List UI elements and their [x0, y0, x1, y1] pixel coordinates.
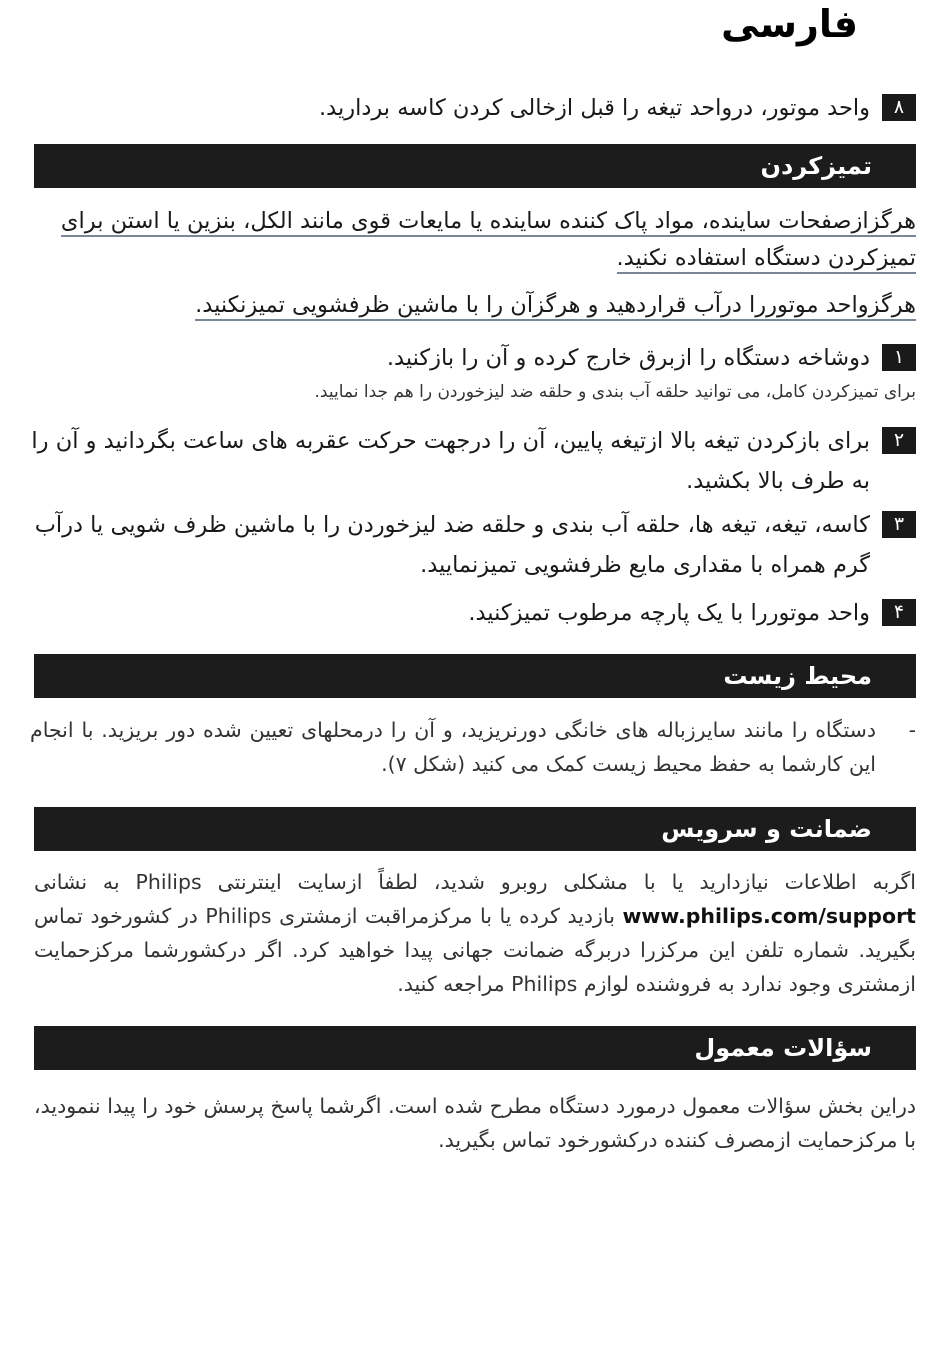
- cleaning-step-1: [30, 338, 916, 378]
- environment-bullet: [30, 713, 916, 781]
- cleaning-step-4: [30, 593, 916, 633]
- step-text: واحد موتوررا با یک پارچه مرطوب تمیزکنید.: [468, 600, 870, 626]
- warning-text: هرگزواحد موتوررا درآب قراردهید و هرگزآن را با ماشین ظرفشویی تمیزنکنید.: [195, 292, 916, 321]
- step-number: ۱: [882, 344, 916, 371]
- cleaning-step-3: [30, 505, 916, 585]
- guarantee-text-a: اگربه اطلاعات نیازدارید یا با مشکلی روبرو شدید، لطفاً ازسایت اینترنتی Philips به نشانی: [34, 870, 916, 894]
- bullet-text: دستگاه را مانند سایرزباله های خانگی دورنریزید، و آن را درمحلهای تعیین شده دور بریزید. با انجام این کارشما به حفظ محیط زیست کمک می کنید (شکل ۷).: [30, 718, 876, 776]
- support-url-link[interactable]: www.philips.com/support: [622, 904, 916, 928]
- step-number: ۲: [882, 427, 916, 454]
- cleaning-step-2: [30, 421, 916, 501]
- step-text: دوشاخه دستگاه را ازبرق خارج کرده و آن را بازکنید.: [386, 345, 870, 371]
- step-number: ۴: [882, 599, 916, 626]
- step-number: ۸: [882, 94, 916, 121]
- section-heading-environment: محیط زیست: [34, 654, 916, 698]
- bullet-dash: -: [908, 718, 916, 742]
- step-text: کاسه، تیغه، تیغه ها، حلقه آب بندی و حلقه ضد لیزخوردن را با ماشین ظرف شویی یا درآب گرم همراه با مقداری مایع ظرفشویی تمیزنمایید.: [34, 512, 870, 578]
- guarantee-paragraph: [34, 865, 916, 1001]
- page-title: فارسی: [721, 2, 858, 46]
- step-text: برای بازکردن تیغه بالا ازتیغه پایین، آن را درجهت حرکت عقربه های ساعت بگردانید و آن را به طرف بالا بکشید.: [31, 428, 870, 494]
- cleaning-warning-1: [34, 203, 916, 277]
- warning-text: هرگزازصفحات ساینده، مواد پاک کننده ساینده یا مایعات قوی مانند الکل، بنزین یا استن برای تمیزکردن دستگاه استفاده نکنید.: [61, 208, 916, 274]
- section-heading-cleaning: تمیزکردن: [34, 144, 916, 188]
- section-heading-faq: سؤالات معمول: [34, 1026, 916, 1070]
- guarantee-text-b: بازدید کرده یا با مرکزمراقبت ازمشتری Philips در کشورخود تماس بگیرید. شماره تلفن این مرکزرا دربرگه ضمانت جهانی پیدا خواهید کرد. اگر درکشورشما مرکزحمایت ازمشتری وجود ندارد به فروشنده لوازم Philips مراجعه کنید.: [34, 904, 916, 996]
- faq-paragraph: دراین بخش سؤالات معمول درمورد دستگاه مطرح شده است. اگرشما پاسخ پرسش خود را پیدا ننمودید، با مرکزحمایت ازمصرف کننده درکشورخود تماس بگیرید.: [34, 1094, 916, 1152]
- cleaning-note: برای تمیزکردن کامل، می توانید حلقه آب بندی و حلقه ضد لیزخوردن را هم جدا نمایید.: [314, 382, 916, 402]
- step-number: ۳: [882, 511, 916, 538]
- cleaning-warning-2: [34, 287, 916, 324]
- section-heading-guarantee: ضمانت و سرویس: [34, 807, 916, 851]
- step-text: واحد موتور، درواحد تیغه را قبل ازخالی کردن کاسه بردارید.: [319, 95, 870, 121]
- step-8: [30, 88, 916, 128]
